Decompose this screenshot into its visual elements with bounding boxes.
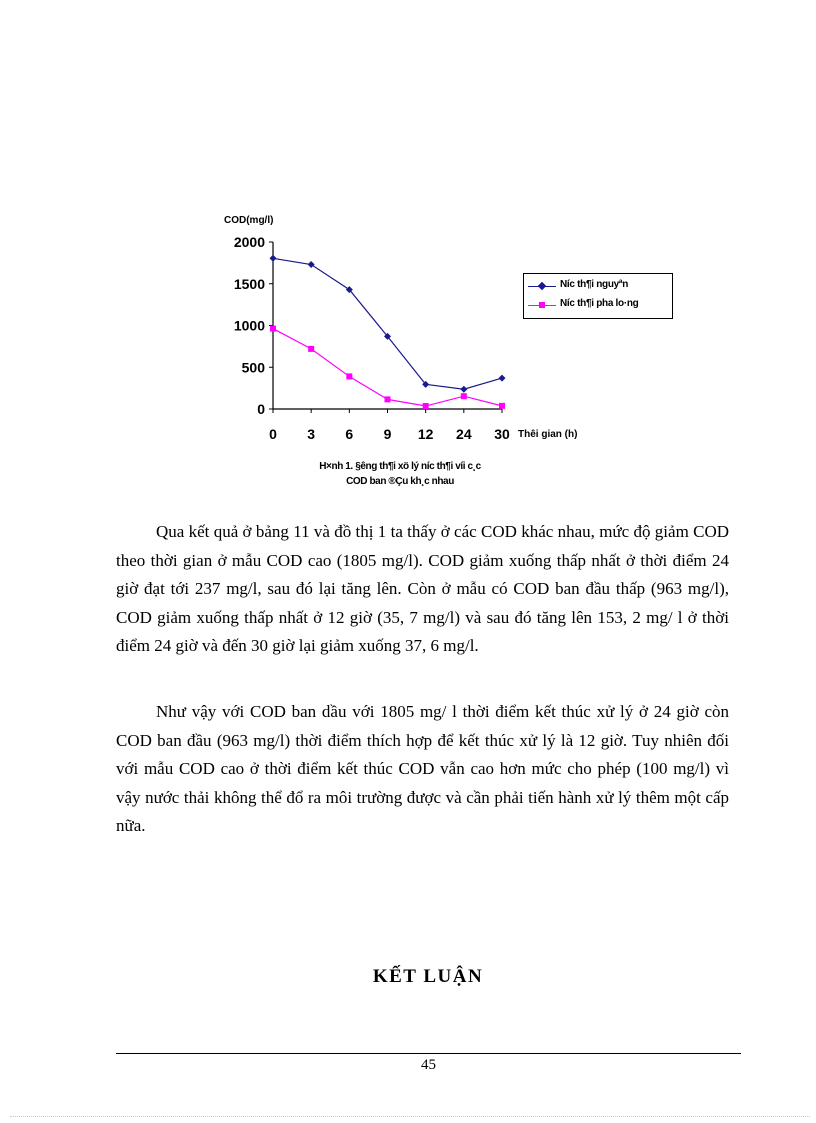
series-line-diluted — [273, 329, 502, 406]
data-point-diluted — [423, 403, 429, 409]
legend-label-diluted: Níc th¶i pha lo·ng — [560, 298, 639, 309]
data-point-raw — [270, 255, 277, 262]
x-tick-label: 12 — [417, 426, 434, 442]
paragraph-1-text: Qua kết quả ở bảng 11 và đồ thị 1 ta thấy ở các COD khác nhau, mức độ giảm COD theo thời gian ở mẫu COD cao (1805 mg/l). COD giảm xuống thấp nhất ở thời điểm 24 giờ đạt tới 237 mg/l, sau đó lại tăng lên. Còn ở mẫu có COD ban đầu thấp (963 mg/l), COD giảm xuống thấp nhất ở 12 giờ (35, 7 mg/l) và sau đó tăng lên 153, 2 mg/ l ở thời điểm 24 giờ và đến 30 giờ lại giảm xuống 37, 6 mg/l. — [116, 522, 729, 655]
y-tick-label: 0 — [257, 401, 265, 417]
x-tick-label: 0 — [269, 426, 277, 442]
data-point-diluted — [346, 373, 352, 379]
y-tick-label: 1000 — [233, 317, 265, 334]
paragraph-2 — [116, 698, 729, 841]
page-boundary — [10, 1116, 810, 1117]
x-tick-label: 3 — [307, 426, 316, 442]
y-axis-label: COD(mg/l) — [224, 215, 274, 226]
y-tick-label: 500 — [241, 359, 265, 376]
data-point-raw — [308, 261, 315, 268]
paragraph-2-text: Như vậy với COD ban dầu với 1805 mg/ l thời điểm kết thúc xử lý ở 24 giờ còn COD ban đầu (963 mg/l) thời điểm thích hợp để kết thúc xử lý là 12 giờ. Tuy nhiên đối với mẫu COD cao ở thời điểm kết thúc COD vẫn cao hơn mức cho phép (100 mg/l) vì vậy nước thải không thể đổ ra môi trường được và cần phải tiến hành xử lý thêm một cấp nữa. — [116, 702, 729, 835]
y-tick-label: 2000 — [233, 234, 265, 250]
square-marker-icon — [539, 302, 545, 308]
chart-legend — [523, 273, 673, 319]
caption-line-2: COD ban ®Çu kh¸c nhau — [346, 476, 454, 487]
cod-line-chart — [215, 205, 675, 495]
x-axis-label: Thêi gian (h) — [518, 429, 578, 440]
data-point-diluted — [385, 396, 391, 402]
diamond-marker-icon — [538, 282, 546, 290]
footer-divider — [116, 1053, 741, 1054]
x-tick-label: 24 — [456, 426, 472, 442]
data-point-raw — [460, 386, 467, 393]
caption-line-1: H×nh 1. §êng th¶i xö lý níc th¶i víi c¸c — [319, 461, 481, 472]
series-line-raw — [273, 258, 502, 389]
data-point-diluted — [499, 403, 505, 409]
x-tick-label: 9 — [383, 426, 392, 442]
data-point-diluted — [270, 326, 276, 332]
data-point-raw — [499, 375, 506, 382]
data-point-diluted — [461, 393, 467, 399]
x-tick-label: 30 — [494, 426, 510, 442]
legend-item-diluted — [528, 298, 672, 314]
figure-caption — [215, 459, 585, 489]
x-tick-label: 6 — [345, 426, 354, 442]
section-heading: KẾT LUẬN — [372, 966, 484, 987]
paragraph-1 — [116, 518, 729, 661]
legend-item-raw — [528, 279, 672, 295]
y-tick-label: 1500 — [233, 275, 265, 292]
page-number: 45 — [421, 1057, 436, 1073]
chart-canvas — [215, 205, 675, 495]
legend-label-raw: Níc th¶i nguyªn — [560, 279, 629, 290]
data-point-diluted — [308, 346, 314, 352]
